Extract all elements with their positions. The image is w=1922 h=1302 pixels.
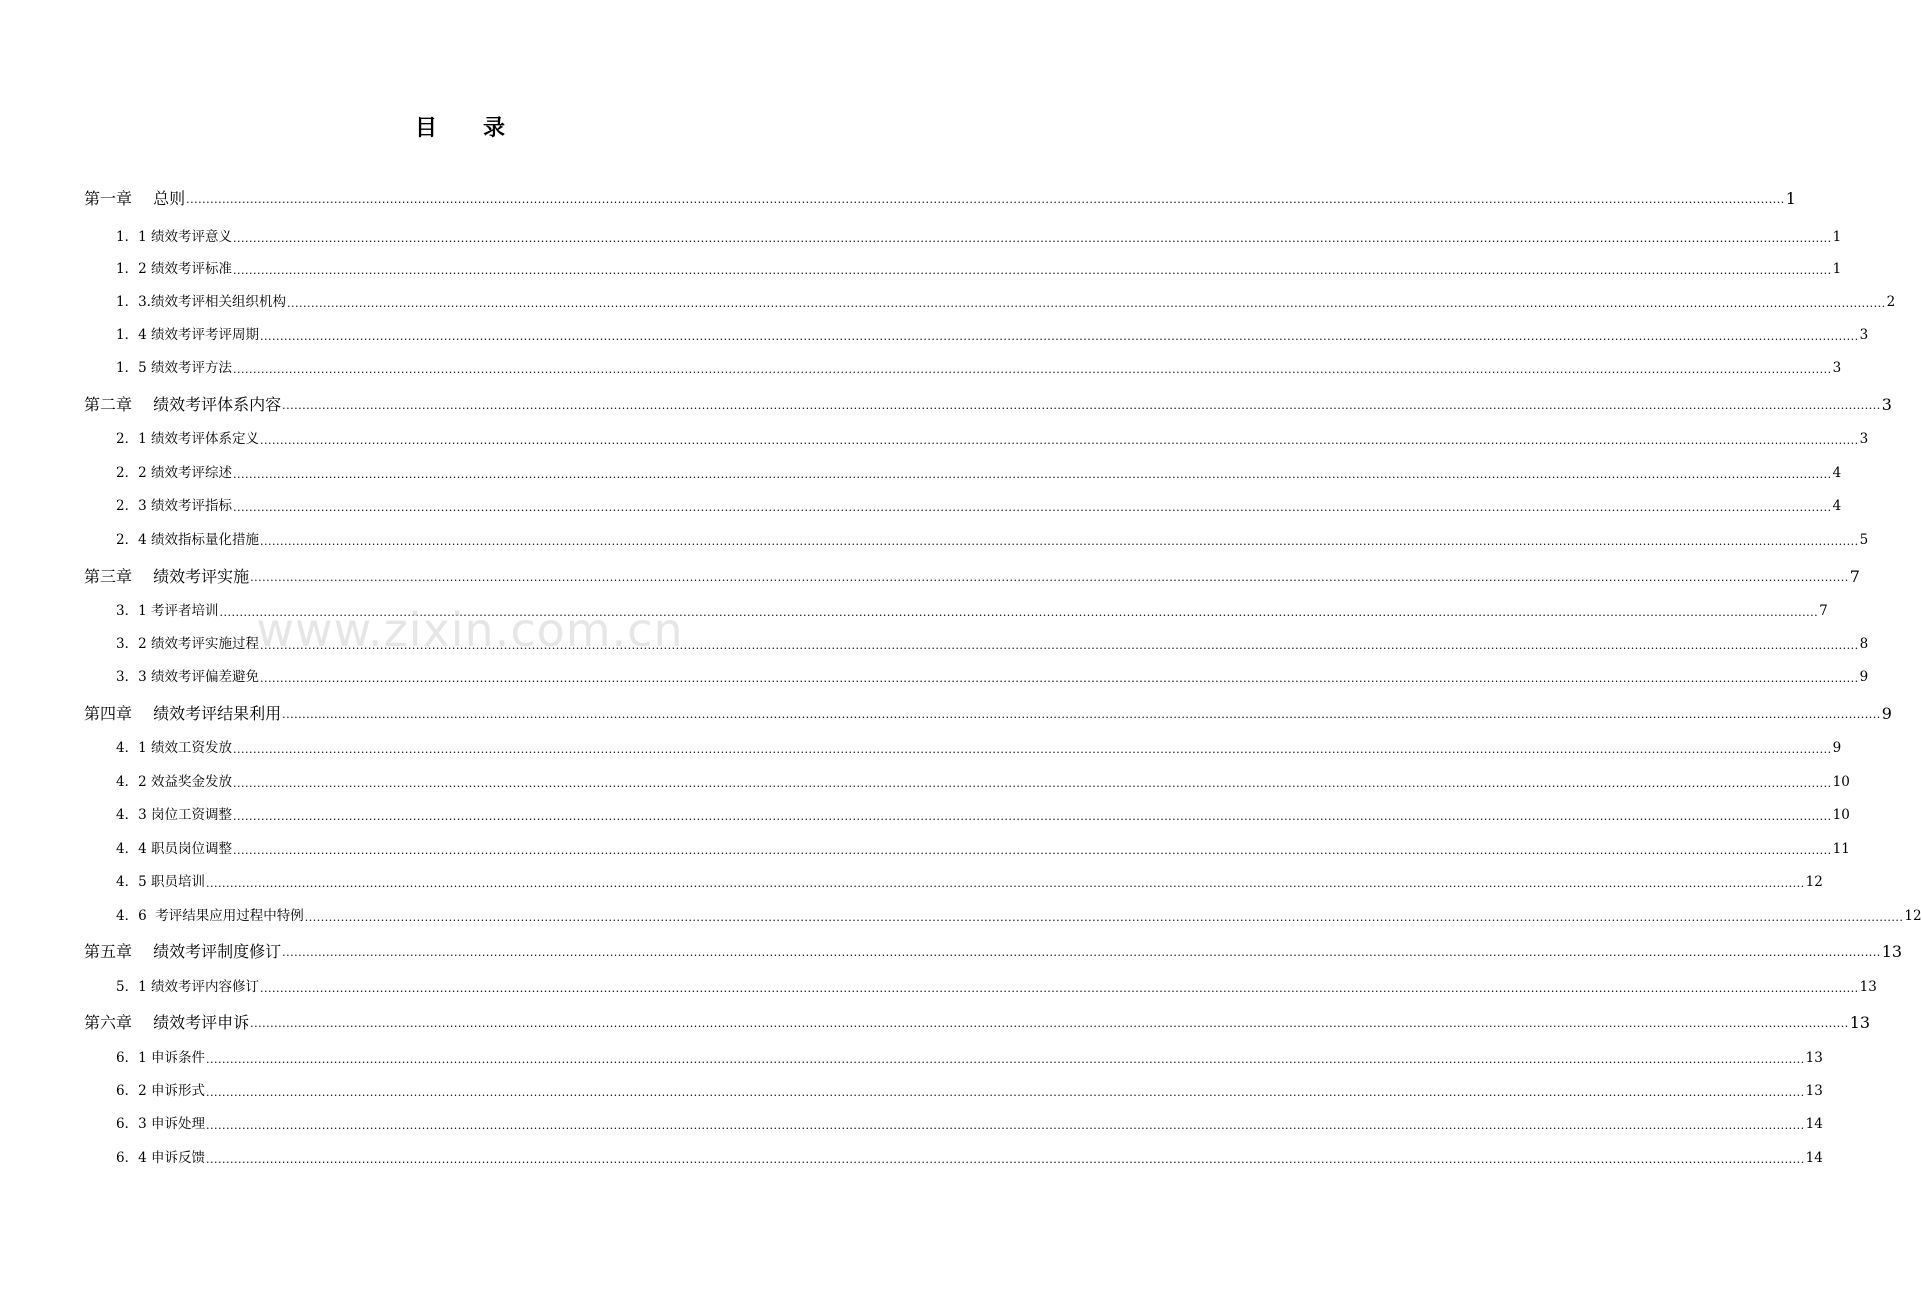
toc-page-number: 2 [1886, 294, 1896, 310]
toc-page-number: 11 [1832, 841, 1850, 857]
toc-leader-dots: ................................................................................................................................................................................................................................................................................................................................................................................................................ [286, 297, 1886, 310]
toc-entry-label: 1．1 绩效考评意义 [116, 229, 232, 245]
toc-section-entry[interactable] [116, 461, 1842, 485]
toc-entry-label: 3．3 绩效考评偏差避免 [116, 669, 259, 685]
toc-section-entry[interactable] [116, 632, 1869, 656]
toc-page-number: 1 [1785, 189, 1796, 208]
toc-entry-label: 第五章 绩效考评制度修订 [84, 942, 282, 961]
toc-leader-dots: ................................................................................................................................................................................................................................................................................................................................................................................................................ [232, 743, 1832, 756]
toc-entry-label: 4．1 绩效工资发放 [116, 740, 232, 756]
toc-page-number: 10 [1832, 807, 1850, 823]
toc-page-number: 7 [1849, 567, 1860, 586]
toc-entry-label: 4．4 职员岗位调整 [116, 841, 232, 857]
toc-entry-label: 3．1 考评者培训 [116, 603, 219, 619]
toc-page-number: 1 [1832, 261, 1842, 277]
toc-page-number: 13 [1805, 1083, 1823, 1099]
toc-page-number: 4 [1832, 498, 1842, 514]
toc-page-number: 13 [1849, 1013, 1871, 1032]
toc-leader-dots: ................................................................................................................................................................................................................................................................................................................................................................................................................ [232, 264, 1832, 277]
toc-entry-label: 1．5 绩效考评方法 [116, 360, 232, 376]
toc-leader-dots: ................................................................................................................................................................................................................................................................................................................................................................................................................ [259, 330, 1859, 343]
toc-chapter-entry[interactable] [84, 186, 1796, 210]
toc-page-number: 5 [1859, 532, 1869, 548]
toc-page-number: 3 [1859, 431, 1869, 447]
toc-page-number: 4 [1832, 465, 1842, 481]
toc-leader-dots: ................................................................................................................................................................................................................................................................................................................................................................................................................ [205, 877, 1805, 890]
toc-leader-dots: ................................................................................................................................................................................................................................................................................................................................................................................................................ [304, 911, 1904, 924]
toc-section-entry[interactable] [116, 904, 1922, 928]
toc-entry-label: 1．2 绩效考评标准 [116, 261, 232, 277]
toc-page-number: 13 [1805, 1050, 1823, 1066]
toc-section-entry[interactable] [116, 1146, 1823, 1170]
toc-entry-label: 1．4 绩效考评考评周期 [116, 327, 259, 343]
toc-section-entry[interactable] [116, 494, 1842, 518]
toc-section-entry[interactable] [116, 1079, 1823, 1103]
toc-entry-label: 4．3 岗位工资调整 [116, 807, 232, 823]
toc-entry-label: 2．4 绩效指标量化措施 [116, 532, 259, 548]
toc-section-entry[interactable] [116, 665, 1869, 689]
toc-chapter-entry[interactable] [84, 564, 1860, 588]
toc-section-entry[interactable] [116, 427, 1869, 451]
toc-leader-dots: ................................................................................................................................................................................................................................................................................................................................................................................................................ [232, 232, 1832, 245]
toc-entry-label: 4．5 职员培训 [116, 874, 205, 890]
toc-entry-label: 第四章 绩效考评结果利用 [84, 704, 282, 723]
toc-leader-dots: ................................................................................................................................................................................................................................................................................................................................................................................................................ [259, 639, 1859, 652]
toc-page-number: 12 [1805, 874, 1823, 890]
toc-leader-dots: ................................................................................................................................................................................................................................................................................................................................................................................................................ [232, 468, 1832, 481]
toc-section-entry[interactable] [116, 225, 1842, 249]
toc-section-entry[interactable] [116, 290, 1896, 314]
toc-leader-dots: ................................................................................................................................................................................................................................................................................................................................................................................................................ [232, 810, 1832, 823]
toc-leader-dots: ................................................................................................................................................................................................................................................................................................................................................................................................................ [259, 434, 1859, 447]
toc-entry-label: 6．4 申诉反馈 [116, 1150, 205, 1166]
toc-leader-dots: ................................................................................................................................................................................................................................................................................................................................................................................................................ [205, 1086, 1805, 1099]
toc-page-number: 9 [1881, 704, 1892, 723]
title-char-2: 录 [483, 115, 506, 141]
toc-page-number: 9 [1859, 669, 1869, 685]
toc-entry-label: 6．2 申诉形式 [116, 1083, 205, 1099]
toc-section-entry[interactable] [116, 356, 1842, 380]
toc-page-number: 12 [1904, 908, 1922, 924]
toc-page-number: 14 [1805, 1150, 1823, 1166]
toc-page-number: 9 [1832, 740, 1842, 756]
toc-entry-label: 第一章 总则 [84, 189, 186, 208]
toc-section-entry[interactable] [116, 770, 1850, 794]
toc-leader-dots: ................................................................................................................................................................................................................................................................................................................................................................................................................ [219, 606, 1819, 619]
title-char-1: 目 [414, 115, 437, 141]
toc-leader-dots: ................................................................................................................................................................................................................................................................................................................................................................................................................ [232, 777, 1832, 790]
toc-section-entry[interactable] [116, 975, 1877, 999]
toc-leader-dots: ................................................................................................................................................................................................................................................................................................................................................................................................................ [250, 571, 1849, 584]
toc-section-entry[interactable] [116, 1112, 1823, 1136]
toc-leader-dots: ................................................................................................................................................................................................................................................................................................................................................................................................................ [205, 1153, 1805, 1166]
toc-page-number: 14 [1805, 1116, 1823, 1132]
toc-page-number: 8 [1859, 636, 1869, 652]
toc-entry-label: 第六章 绩效考评申诉 [84, 1013, 250, 1032]
toc-section-entry[interactable] [116, 736, 1842, 760]
toc-section-entry[interactable] [116, 837, 1850, 861]
toc-section-entry[interactable] [116, 803, 1850, 827]
toc-entry-label: 2．2 绩效考评综述 [116, 465, 232, 481]
toc-chapter-entry[interactable] [84, 1010, 1871, 1034]
toc-entry-label: 2．1 绩效考评体系定义 [116, 431, 259, 447]
toc-page-number: 7 [1819, 603, 1828, 619]
toc-leader-dots: ................................................................................................................................................................................................................................................................................................................................................................................................................ [282, 946, 1881, 959]
toc-page-number: 3 [1859, 327, 1869, 343]
toc-section-entry[interactable] [116, 1046, 1823, 1070]
toc-page-number: 13 [1859, 979, 1877, 995]
toc-leader-dots: ................................................................................................................................................................................................................................................................................................................................................................................................................ [250, 1017, 1849, 1030]
toc-page-number: 3 [1881, 395, 1892, 414]
toc-entry-label: 第二章 绩效考评体系内容 [84, 395, 282, 414]
toc-leader-dots: ................................................................................................................................................................................................................................................................................................................................................................................................................ [186, 193, 1785, 206]
toc-section-entry[interactable] [116, 599, 1828, 623]
toc-entry-label: 3．2 绩效考评实施过程 [116, 636, 259, 652]
toc-section-entry[interactable] [116, 528, 1869, 552]
toc-entry-label: 6．3 申诉处理 [116, 1116, 205, 1132]
toc-section-entry[interactable] [116, 257, 1842, 281]
watermark: www.zixin.com.cn [256, 603, 684, 657]
toc-page-number: 13 [1881, 942, 1903, 961]
toc-chapter-entry[interactable] [84, 939, 1903, 963]
toc-entry-label: 6．1 申诉条件 [116, 1050, 205, 1066]
toc-page-number: 1 [1832, 229, 1842, 245]
toc-entry-label: 5．1 绩效考评内容修订 [116, 979, 259, 995]
toc-chapter-entry[interactable] [84, 392, 1892, 416]
toc-page-number: 3 [1832, 360, 1842, 376]
toc-leader-dots: ................................................................................................................................................................................................................................................................................................................................................................................................................ [259, 982, 1859, 995]
toc-leader-dots: ................................................................................................................................................................................................................................................................................................................................................................................................................ [259, 535, 1859, 548]
toc-chapter-entry[interactable] [84, 701, 1892, 725]
toc-leader-dots: ................................................................................................................................................................................................................................................................................................................................................................................................................ [259, 672, 1859, 685]
toc-leader-dots: ................................................................................................................................................................................................................................................................................................................................................................................................................ [232, 363, 1832, 376]
toc-entry-label: 第三章 绩效考评实施 [84, 567, 250, 586]
toc-leader-dots: ................................................................................................................................................................................................................................................................................................................................................................................................................ [205, 1053, 1805, 1066]
toc-section-entry[interactable] [116, 323, 1869, 347]
toc-entry-label: 4．6 考评结果应用过程中特例 [116, 908, 304, 924]
toc-leader-dots: ................................................................................................................................................................................................................................................................................................................................................................................................................ [232, 844, 1832, 857]
toc-leader-dots: ................................................................................................................................................................................................................................................................................................................................................................................................................ [282, 399, 1881, 412]
toc-entry-label: 4．2 效益奖金发放 [116, 774, 232, 790]
toc-leader-dots: ................................................................................................................................................................................................................................................................................................................................................................................................................ [232, 501, 1832, 514]
toc-page-number: 10 [1832, 774, 1850, 790]
toc-section-entry[interactable] [116, 870, 1823, 894]
toc-leader-dots: ................................................................................................................................................................................................................................................................................................................................................................................................................ [205, 1119, 1805, 1132]
toc-entry-label: 1．3.绩效考评相关组织机构 [116, 294, 286, 310]
toc-entry-label: 2．3 绩效考评指标 [116, 498, 232, 514]
page-title [0, 111, 920, 142]
toc-leader-dots: ................................................................................................................................................................................................................................................................................................................................................................................................................ [282, 708, 1881, 721]
